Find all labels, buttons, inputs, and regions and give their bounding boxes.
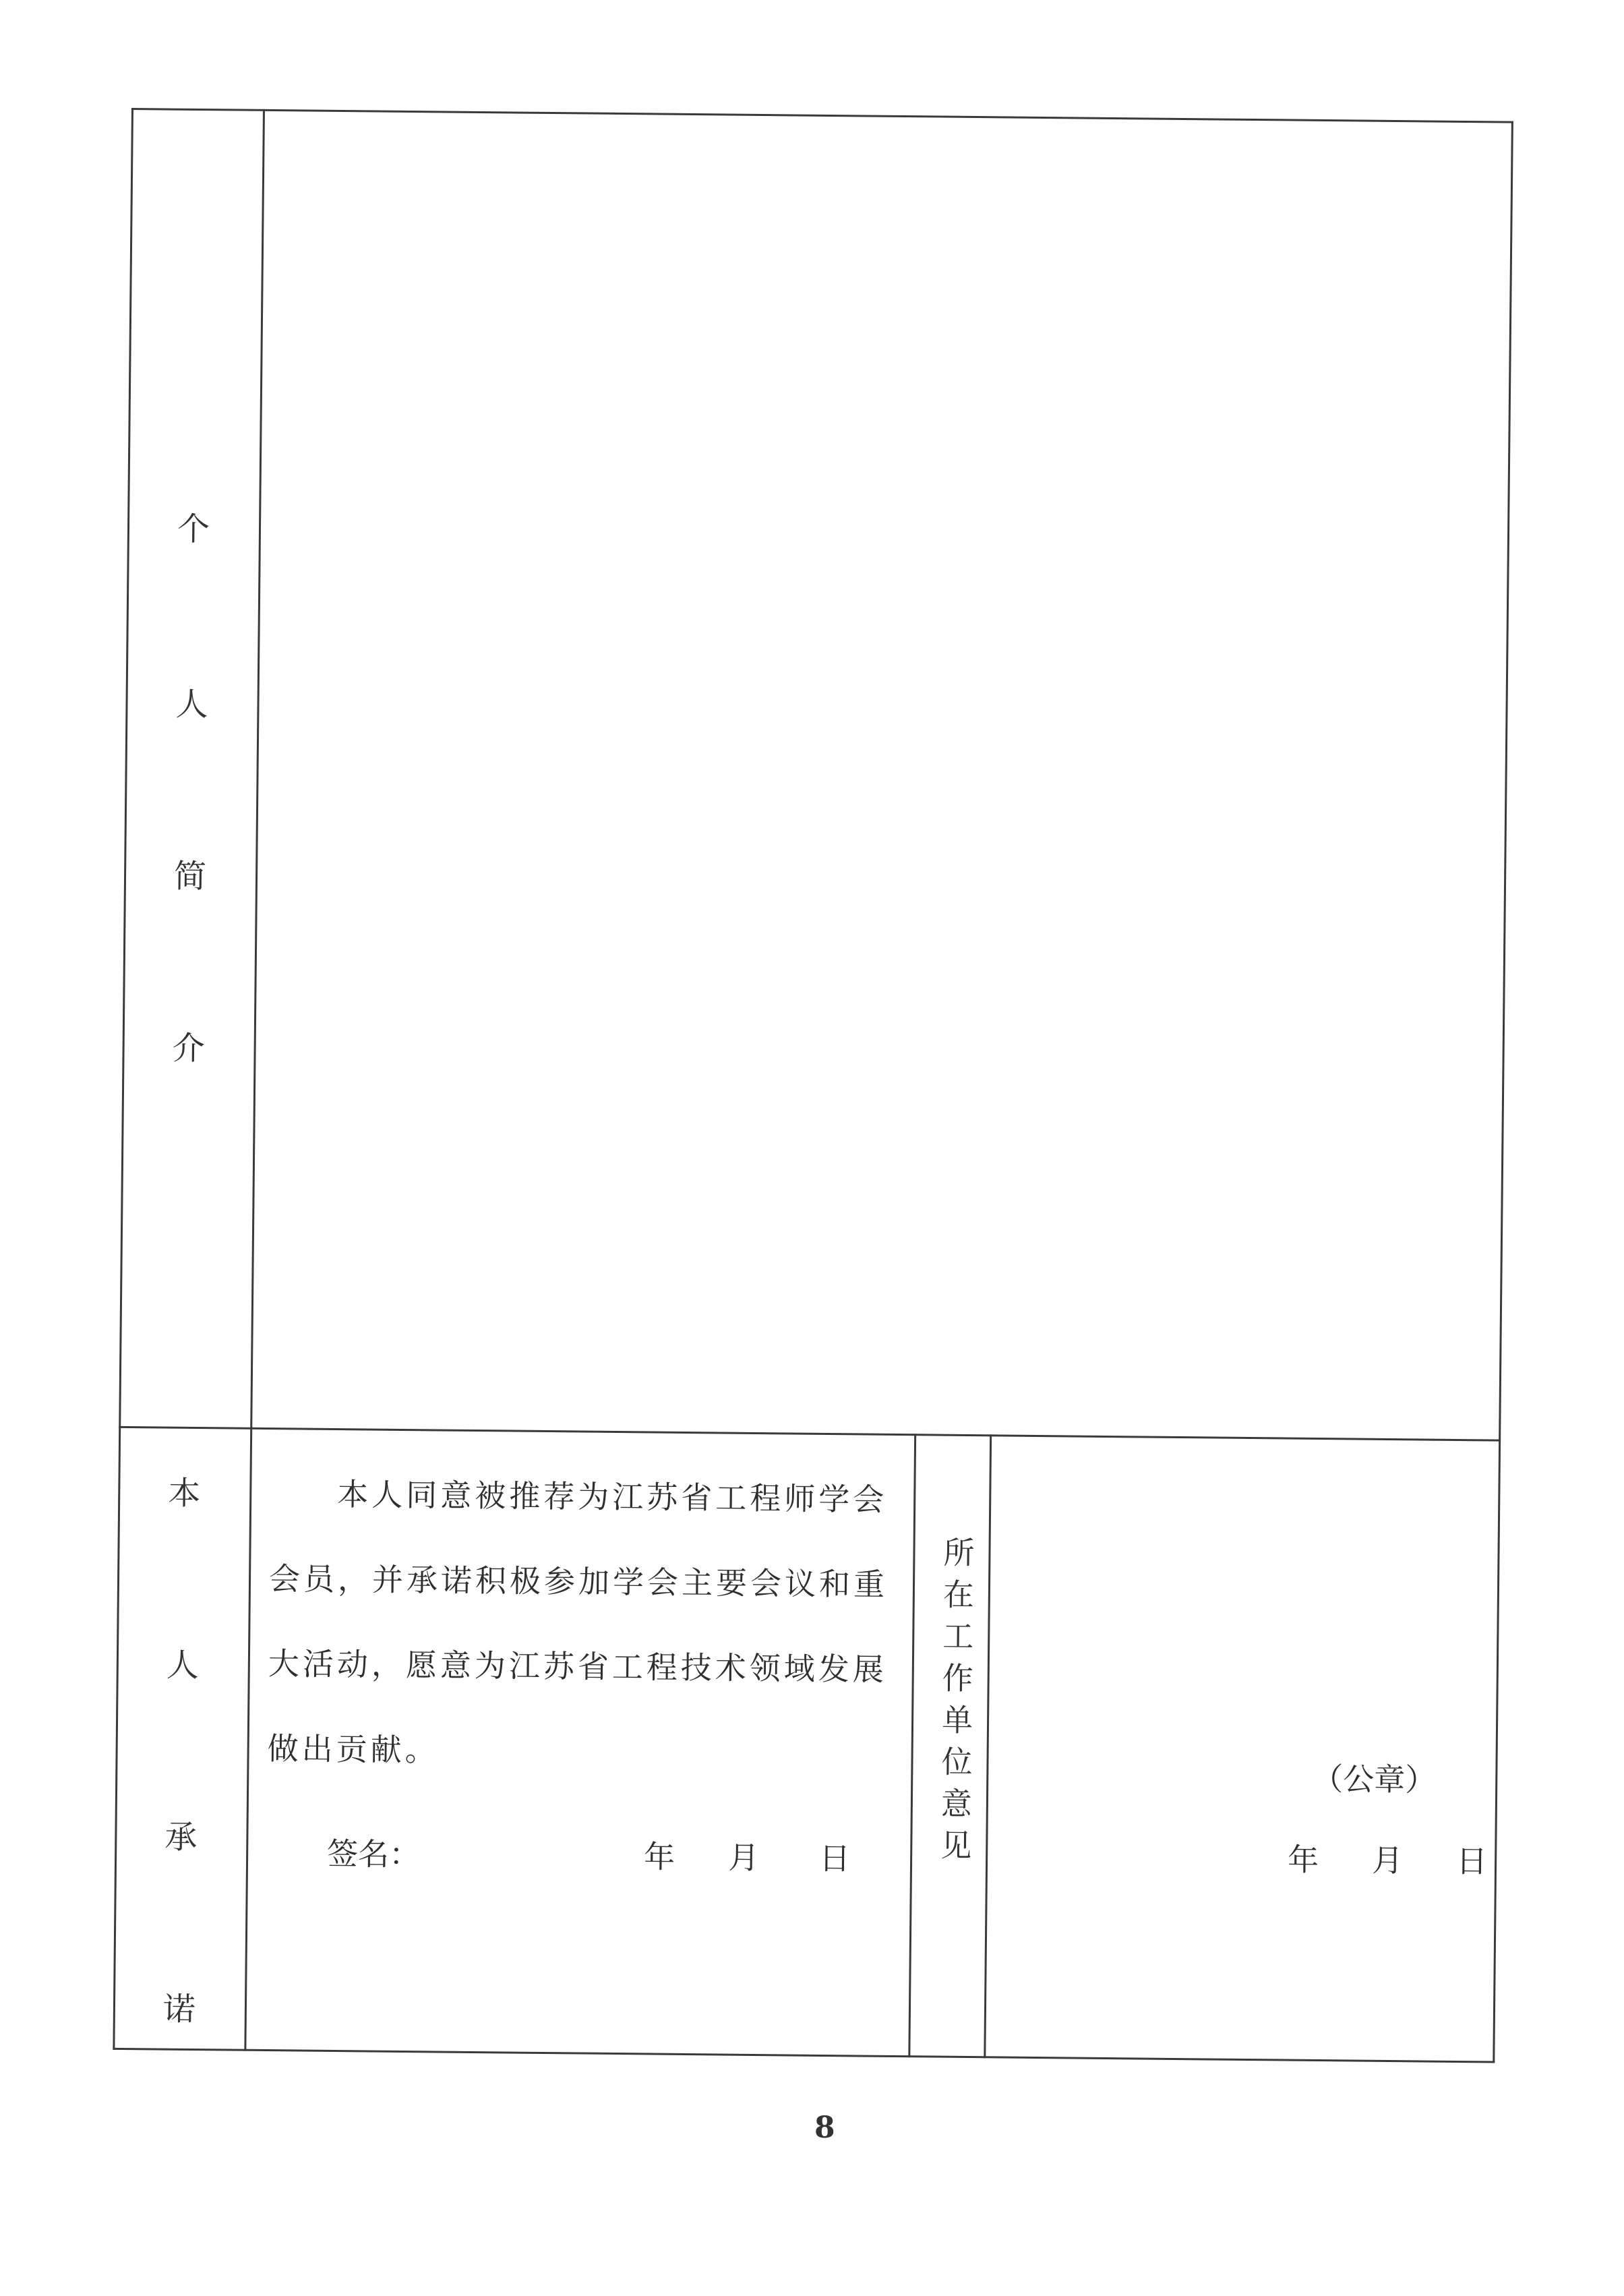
- commitment-statement: [267, 1451, 904, 1797]
- employer-label-char-1: 所: [943, 1534, 975, 1572]
- commitment-label-char-3: 承: [164, 1818, 198, 1857]
- employer-opinion-label: [929, 1531, 986, 1866]
- commitment-label-char-1: 本: [168, 1474, 201, 1513]
- intro-content-area[interactable]: [253, 113, 1510, 1438]
- official-seal-label: （公章）: [1312, 1760, 1437, 1798]
- intro-label-char-1: 个: [177, 510, 210, 549]
- page-number: 8: [814, 2111, 835, 2145]
- employer-opinion-area[interactable]: [988, 1439, 1496, 2057]
- intro-label-char-3: 简: [173, 857, 207, 896]
- commitment-label-char-4: 诺: [162, 1990, 196, 2029]
- employer-date-month: 月: [1371, 1842, 1404, 1879]
- commitment-label-char-2: 人: [166, 1646, 200, 1685]
- intro-label-char-4: 介: [172, 1029, 205, 1068]
- employer-label-char-3: 工: [942, 1618, 974, 1655]
- application-form-table: [113, 108, 1513, 2063]
- employer-label-char-7: 意: [940, 1785, 973, 1823]
- employer-label-char-5: 单: [941, 1701, 973, 1739]
- commitment-date-day: 日: [818, 1839, 851, 1877]
- commitment-right-divider: [908, 1434, 916, 2057]
- employer-label-char-6: 位: [941, 1743, 973, 1781]
- employer-date-year: 年: [1287, 1841, 1319, 1879]
- employer-date-day: 日: [1455, 1842, 1488, 1880]
- commitment-date-year: 年: [643, 1838, 675, 1875]
- intro-label-char-2: 人: [175, 685, 208, 724]
- signature-label: 签名：: [326, 1835, 421, 1873]
- table-left-border: [113, 108, 133, 2050]
- employer-label-char-4: 作: [942, 1659, 973, 1697]
- commitment-date-month: 月: [727, 1839, 760, 1877]
- employer-label-char-2: 在: [942, 1576, 975, 1614]
- employer-label-char-8: 见: [940, 1827, 972, 1864]
- commitment-statement-text: 本人同意被推荐为江苏省工程师学会会员，并承诺积极参加学会主要会议和重大活动，愿意为江苏省工程技术领域发展做出贡献。: [267, 1476, 889, 1769]
